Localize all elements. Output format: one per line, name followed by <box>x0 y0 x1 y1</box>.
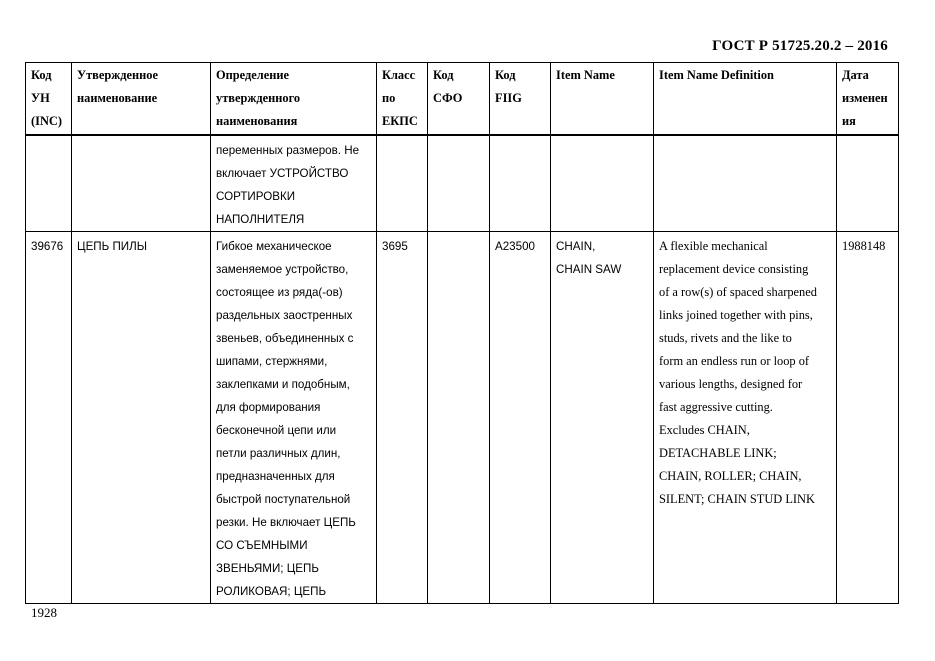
cell-item-name: CHAIN, CHAIN SAW <box>551 232 654 604</box>
cell-inc <box>26 135 72 232</box>
cell-definition: Гибкое механическое заменяемое устройство, состоящее из ряда(-ов) раздельных заостренных звеньев, объединенных с шипами, стержнями, заклепками и подобным, для формирования бесконечной цепи или петли различных длин, предназначенных для быстрой поступательной резки. Не включает ЦЕПЬ СО СЪЕМНЫМИ ЗВЕНЬЯМИ; ЦЕПЬ РОЛИКОВАЯ; ЦЕПЬ <box>211 232 377 604</box>
table-header-row <box>26 63 899 136</box>
header-inc-code: Код УН (INC) <box>26 63 72 136</box>
header-approved-name: Утвержденное наименование <box>72 63 211 136</box>
table-row <box>26 135 899 232</box>
cell-ekps-class: 3695 <box>377 232 428 604</box>
cell-definition: переменных размеров. Не включает УСТРОЙСТВО СОРТИРОВКИ НАПОЛНИТЕЛЯ <box>211 135 377 232</box>
cell-fiig-code: A23500 <box>490 232 551 604</box>
header-fiig-code: Код FIIG <box>490 63 551 136</box>
cell-inc: 39676 <box>26 232 72 604</box>
cell-sfo-code <box>428 232 490 604</box>
header-item-name-definition: Item Name Definition <box>654 63 837 136</box>
table-row <box>26 232 899 604</box>
document-standard-code: ГОСТ Р 51725.20.2 – 2016 <box>712 38 888 54</box>
header-sfo-code: Код СФО <box>428 63 490 136</box>
cell-item-name <box>551 135 654 232</box>
header-change-date: Дата изменен ия <box>837 63 899 136</box>
cell-approved-name <box>72 135 211 232</box>
cell-change-date: 1988148 <box>837 232 899 604</box>
cell-change-date <box>837 135 899 232</box>
header-definition: Определение утвержденного наименования <box>211 63 377 136</box>
header-ekps-class: Класс по ЕКПС <box>377 63 428 136</box>
header-item-name: Item Name <box>551 63 654 136</box>
catalog-table <box>25 62 899 604</box>
cell-approved-name: ЦЕПЬ ПИЛЫ <box>72 232 211 604</box>
cell-sfo-code <box>428 135 490 232</box>
cell-item-name-definition <box>654 135 837 232</box>
cell-fiig-code <box>490 135 551 232</box>
cell-ekps-class <box>377 135 428 232</box>
cell-item-name-definition: A flexible mechanical replacement device consisting of a row(s) of spaced sharpened links joined together with pins, studs, rivets and the like to form an endless run or loop of various lengths, designed for fast aggressive cutting. Excludes CHAIN, DETACHABLE LINK; CHAIN, ROLLER; CHAIN, SILENT; CHAIN STUD LINK <box>654 232 837 604</box>
page-number: 1928 <box>31 605 57 620</box>
